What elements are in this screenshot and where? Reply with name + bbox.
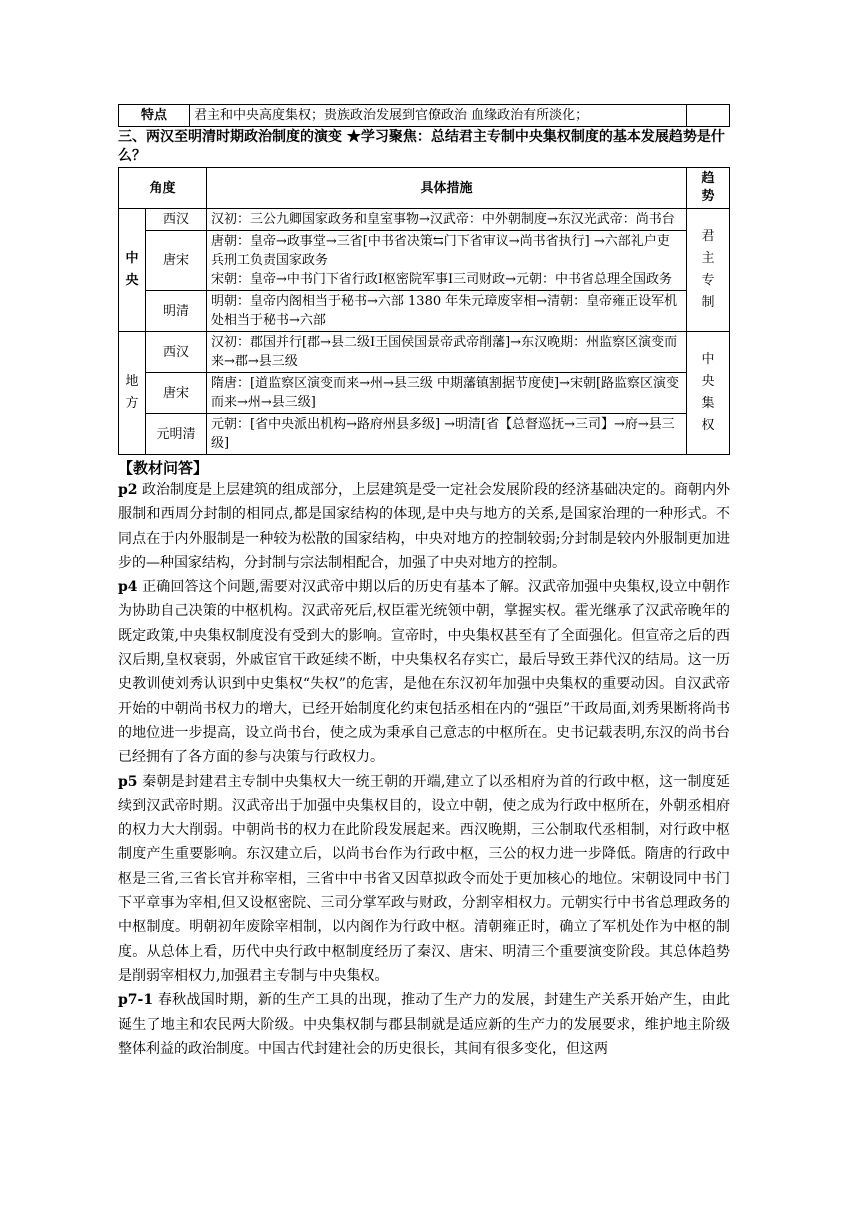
qa-paragraph (118, 770, 730, 989)
qa-text: 秦朝是封建君主专制中央集权大一统王朝的开端,建立了以丞相府为首的行政中枢，这一制度延续到汉武帝时期。汉武帝出于加强中央集权目的，设立中朝，使之成为行政中枢所在，外朝丞相府的权力大大削弱。中朝尚书的权力在此阶段发展起来。西汉晚期，三公制取代丞相制，对行政中枢制度产生重要影响。东汉建立后，以尚书台作为行政中枢，三公的权力进一步降低。隋唐的行政中枢是三省,三省长官并称宰相，三省中中书省又因草拟政令而处于更加核心的地位。宋朝设同中书门下平章事为宰相,但又设枢密院、三司分掌军政与财政，分割宰相权力。元朝实行中书省总理政务的中枢制度。明朝初年废除宰相制，以内阁作为行政中枢。清朝雍正时，确立了军机处作为中枢的制度。从总体上看，历代中央行政中枢制度经历了秦汉、唐宋、明清三个重要演变阶段。其总体趋势是削弱宰相权力,加强君主专制与中央集权。 (118, 773, 730, 984)
qa-text: 政治制度是上层建筑的组成部分，上层建筑是受一定社会发展阶段的经济基础决定的。商朝内外服制和西周分封制的相同点,都是国家结构的体现,是中央与地方的关系,是国家治理的一种形式。不同点在于内外服制是一种较为松散的国家结构，中央对地方的控制较弱;分封制是较内外服制更加进步的—种国家结构，分封制与宗法制相配合，加强了中央对地方的控制。 (118, 482, 730, 571)
measure-cell: 隋唐：[道监察区演变而来→州→县三级 中期藩镇割据节度使]→宋朝[路监察区演变而来→州→县三级] (207, 373, 687, 414)
qa-text: 正确回答这个问题,需要对汉武帝中期以后的历史有基本了解。汉武帝加强中央集权,设立中朝作为协助自己决策的中枢机构。汉武帝死后,权臣霍光统领中朝，掌握实权。霍光继承了汉武帝晚年的既定政策,中央集权制度没有受到大的影响。宣帝时，中央集权甚至有了全面强化。但宣帝之后的西汉后期,皇权衰弱，外戚宦官干政延续不断，中央集权名存实亡，最后导致王莽代汉的结局。这一历史教训使刘秀认识到中史集权“失权”的危害，是他在东汉初年加强中央集权的重要动因。自汉武帝开始的中朝尚书权力的增大，已经开始制度化约束包括丞相在内的“强臣”干政局面,刘秀果断将尚书的地位进一步提高，设立尚书台，使之成为秉承自己意志的中枢所在。史书记载表明,东汉的尚书台已经拥有了各方面的参与决策与行政权力。 (118, 579, 730, 766)
table-row (119, 209, 730, 231)
qa-paragraph (118, 575, 730, 769)
table-row (119, 105, 730, 127)
section-title: 三、两汉至明清时期政治制度的演变 ★学习聚焦：总结君主专制中央集权制度的基本发展趋势是什么？ (118, 129, 725, 164)
table-row (119, 414, 730, 455)
local-label: 地 方 (119, 332, 146, 455)
qa-tag: p7-1 (118, 992, 154, 1009)
empty-cell (687, 105, 730, 127)
local-trend: 中 央 集 权 (687, 332, 730, 455)
features-table (118, 104, 730, 127)
table-row (119, 373, 730, 414)
table-row (119, 291, 730, 332)
header-trend: 趋 势 (687, 168, 730, 209)
period-cell: 西汉 (146, 209, 207, 231)
central-trend: 君 主 专 制 (687, 209, 730, 332)
period-cell: 西汉 (146, 332, 207, 373)
period-cell: 唐宋 (146, 373, 207, 414)
evolution-table (118, 167, 730, 455)
period-cell: 元明清 (146, 414, 207, 455)
measure-cell: 汉初：郡国并行[郡→县二级Ⅰ王国侯国景帝武帝削藩]→东汉晚期：州监察区演变而来→郡→县三级 (207, 332, 687, 373)
header-measures: 具体措施 (207, 168, 687, 209)
qa-tag: p4 (118, 579, 138, 596)
document-page (118, 104, 730, 1061)
qa-text: 春秋战国时期，新的生产工具的出现，推动了生产力的发展，封建生产关系开始产生，由此诞生了地主和农民两大阶级。中央集权制与郡县制就是适应新的生产力的发展要求，维护地主阶级整体利益的政治制度。中国古代封建社会的历史很长，其间有很多变化，但这两 (118, 992, 730, 1057)
qa-tag: p2 (118, 482, 138, 498)
qa-paragraph (118, 988, 730, 1061)
period-cell: 唐宋 (146, 231, 207, 291)
period-cell: 明清 (146, 291, 207, 332)
central-label: 中 央 (119, 209, 146, 332)
measure-cell: 元朝：[省中央派出机构→路府州县多级] →明清[省【总督巡抚→三司】→府→县三级] (207, 414, 687, 455)
table-row (119, 332, 730, 373)
features-label: 特点 (119, 105, 190, 127)
measure-cell: 汉初：三公九卿国家政务和皇室事物→汉武帝：中外朝制度→东汉光武帝：尚书台 (207, 209, 687, 231)
measure-cell: 唐朝：皇帝→政事堂→三省[中书省决策⇆门下省审议→尚书省执行] →六部礼户吏兵刑工负责国家政务 宋朝：皇帝→中书门下省行政Ⅰ枢密院军事Ⅰ三司财政→元朝：中书省总理全国政务 (207, 231, 687, 291)
features-content: 君主和中央高度集权；贵族政治发展到官僚政治 血缘政治有所淡化； (190, 105, 687, 127)
qa-title: 【教材问答】 (118, 459, 209, 477)
table-row (119, 231, 730, 291)
table-header-row (119, 168, 730, 209)
header-angle: 角度 (119, 168, 207, 209)
qa-tag: p5 (118, 773, 138, 790)
qa-paragraph (118, 478, 730, 575)
measure-cell: 明朝：皇帝内阁相当于秘书→六部 1380 年朱元璋废宰相→清朝：皇帝雍正设军机处相当于秘书→六部 (207, 291, 687, 332)
